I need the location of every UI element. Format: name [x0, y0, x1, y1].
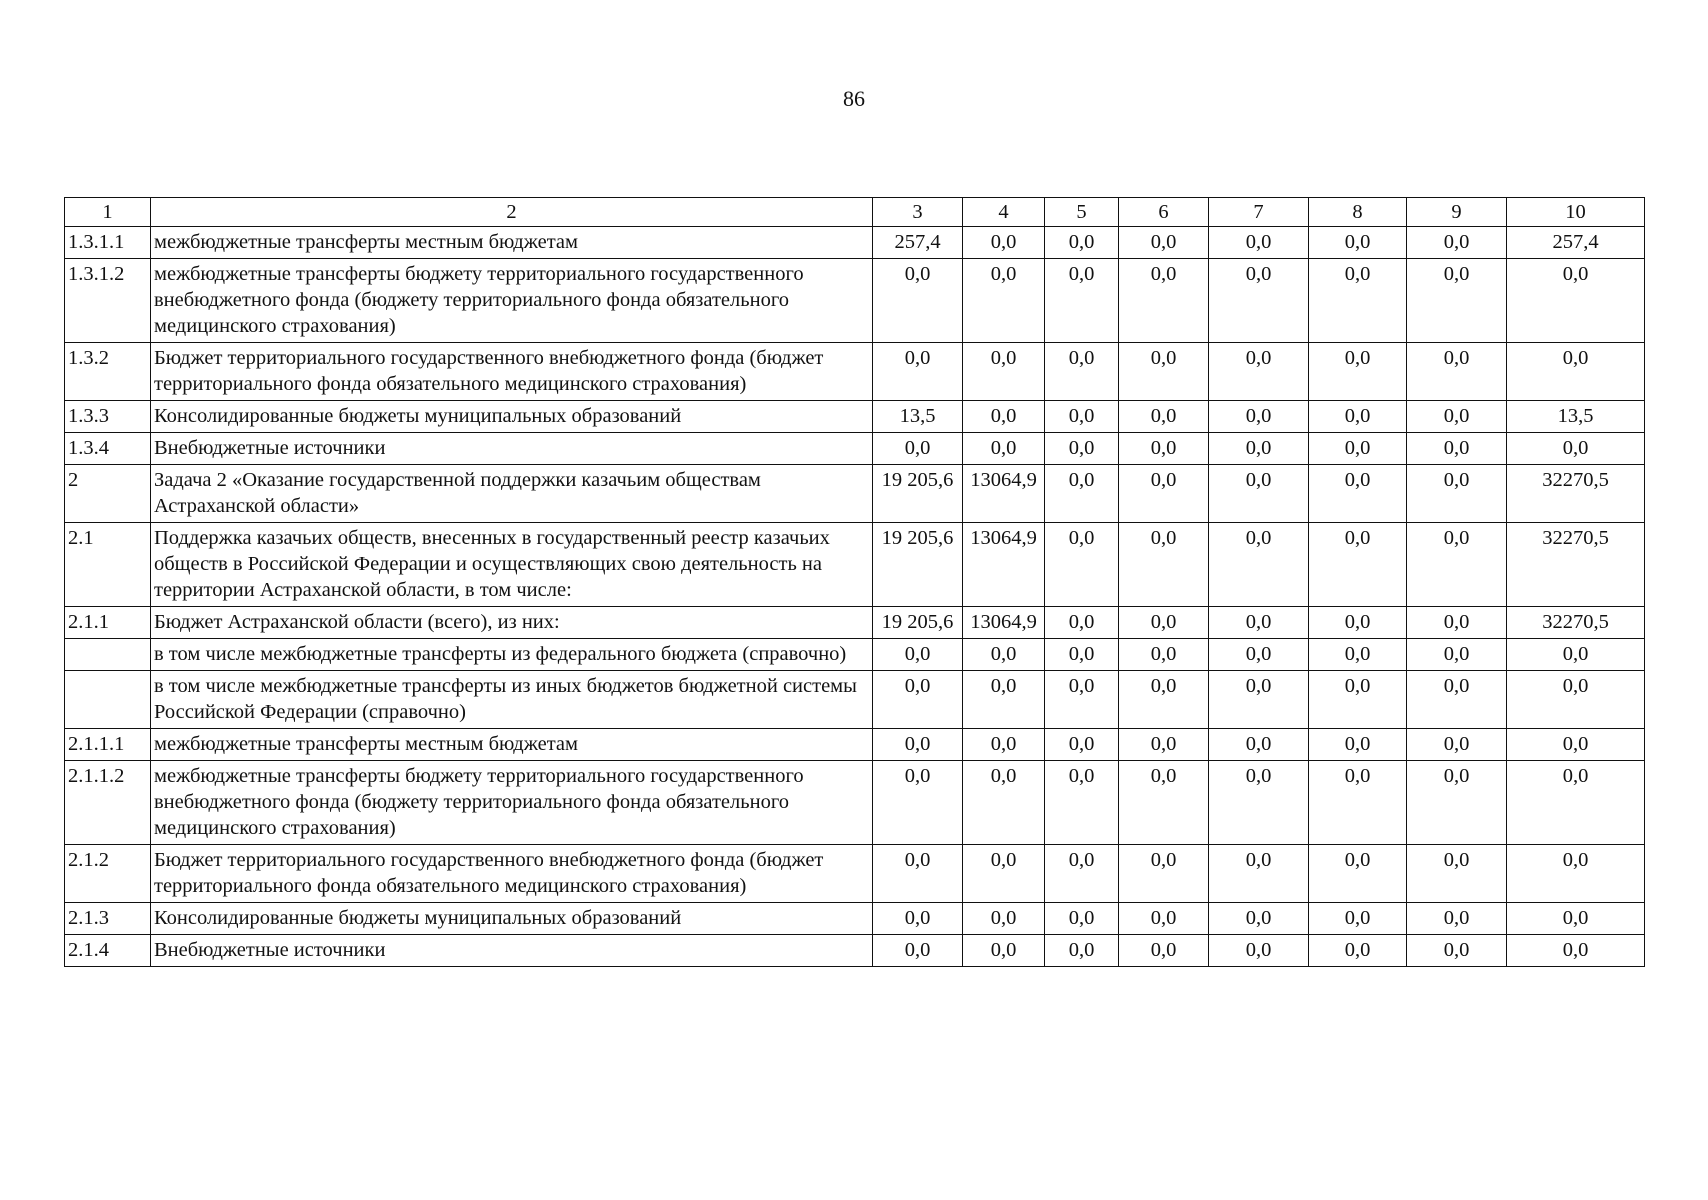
row-code: 1.3.3	[65, 401, 151, 433]
row-name: Бюджет Астраханской области (всего), из них:	[151, 607, 873, 639]
value-col-4: 13064,9	[963, 465, 1045, 523]
table-row	[65, 401, 1645, 433]
value-col-6: 0,0	[1119, 401, 1209, 433]
row-name: Консолидированные бюджеты муниципальных образований	[151, 903, 873, 935]
value-col-5: 0,0	[1045, 845, 1119, 903]
row-name: Бюджет территориального государственного внебюджетного фонда (бюджет территориального фонда обязательного медицинского страхования)	[151, 343, 873, 401]
value-col-4: 0,0	[963, 227, 1045, 259]
table-row	[65, 433, 1645, 465]
value-col-8: 0,0	[1309, 903, 1407, 935]
row-code	[65, 671, 151, 729]
value-col-9: 0,0	[1407, 523, 1507, 607]
column-number-8: 8	[1309, 198, 1407, 227]
value-col-5: 0,0	[1045, 761, 1119, 845]
value-col-3: 0,0	[873, 729, 963, 761]
row-name: межбюджетные трансферты местным бюджетам	[151, 729, 873, 761]
value-col-8: 0,0	[1309, 935, 1407, 967]
value-col-3: 0,0	[873, 845, 963, 903]
row-code: 1.3.1.1	[65, 227, 151, 259]
value-col-7: 0,0	[1209, 845, 1309, 903]
value-col-4: 0,0	[963, 729, 1045, 761]
row-name: Внебюджетные источники	[151, 935, 873, 967]
value-col-10: 0,0	[1507, 343, 1645, 401]
column-number-9: 9	[1407, 198, 1507, 227]
value-col-4: 13064,9	[963, 607, 1045, 639]
value-col-6: 0,0	[1119, 729, 1209, 761]
column-number-2: 2	[151, 198, 873, 227]
value-col-6: 0,0	[1119, 761, 1209, 845]
column-number-10: 10	[1507, 198, 1645, 227]
value-col-6: 0,0	[1119, 639, 1209, 671]
value-col-6: 0,0	[1119, 845, 1209, 903]
value-col-3: 19 205,6	[873, 465, 963, 523]
budget-table-wrapper	[64, 197, 1645, 967]
value-col-9: 0,0	[1407, 845, 1507, 903]
value-col-10: 32270,5	[1507, 523, 1645, 607]
value-col-10: 0,0	[1507, 639, 1645, 671]
value-col-10: 32270,5	[1507, 607, 1645, 639]
value-col-7: 0,0	[1209, 343, 1309, 401]
value-col-4: 0,0	[963, 401, 1045, 433]
value-col-9: 0,0	[1407, 761, 1507, 845]
value-col-8: 0,0	[1309, 259, 1407, 343]
value-col-10: 0,0	[1507, 671, 1645, 729]
value-col-9: 0,0	[1407, 433, 1507, 465]
value-col-6: 0,0	[1119, 671, 1209, 729]
column-number-5: 5	[1045, 198, 1119, 227]
value-col-7: 0,0	[1209, 465, 1309, 523]
value-col-3: 0,0	[873, 639, 963, 671]
row-code	[65, 639, 151, 671]
value-col-10: 13,5	[1507, 401, 1645, 433]
value-col-5: 0,0	[1045, 671, 1119, 729]
value-col-8: 0,0	[1309, 639, 1407, 671]
table-row	[65, 845, 1645, 903]
value-col-9: 0,0	[1407, 607, 1507, 639]
value-col-4: 0,0	[963, 433, 1045, 465]
budget-table	[64, 197, 1645, 967]
value-col-9: 0,0	[1407, 227, 1507, 259]
row-name: в том числе межбюджетные трансферты из федерального бюджета (справочно)	[151, 639, 873, 671]
value-col-8: 0,0	[1309, 671, 1407, 729]
value-col-3: 0,0	[873, 433, 963, 465]
value-col-9: 0,0	[1407, 401, 1507, 433]
value-col-5: 0,0	[1045, 639, 1119, 671]
page-number: 86	[843, 86, 865, 111]
table-row	[65, 259, 1645, 343]
value-col-9: 0,0	[1407, 343, 1507, 401]
value-col-8: 0,0	[1309, 465, 1407, 523]
table-header-row	[65, 198, 1645, 227]
value-col-9: 0,0	[1407, 465, 1507, 523]
value-col-10: 0,0	[1507, 729, 1645, 761]
value-col-6: 0,0	[1119, 465, 1209, 523]
value-col-3: 19 205,6	[873, 607, 963, 639]
row-name: Консолидированные бюджеты муниципальных образований	[151, 401, 873, 433]
value-col-8: 0,0	[1309, 227, 1407, 259]
value-col-5: 0,0	[1045, 903, 1119, 935]
column-number-6: 6	[1119, 198, 1209, 227]
row-code: 2.1	[65, 523, 151, 607]
value-col-8: 0,0	[1309, 343, 1407, 401]
value-col-5: 0,0	[1045, 401, 1119, 433]
value-col-8: 0,0	[1309, 761, 1407, 845]
value-col-6: 0,0	[1119, 259, 1209, 343]
value-col-8: 0,0	[1309, 729, 1407, 761]
row-name: Бюджет территориального государственного внебюджетного фонда (бюджет территориального фонда обязательного медицинского страхования)	[151, 845, 873, 903]
value-col-5: 0,0	[1045, 935, 1119, 967]
row-code: 1.3.4	[65, 433, 151, 465]
value-col-5: 0,0	[1045, 259, 1119, 343]
table-row	[65, 227, 1645, 259]
row-name: межбюджетные трансферты бюджету территориального государственного внебюджетного фонда (бюджету территориального фонда обязательного медицинского страхования)	[151, 761, 873, 845]
value-col-8: 0,0	[1309, 523, 1407, 607]
table-row	[65, 639, 1645, 671]
value-col-4: 0,0	[963, 903, 1045, 935]
value-col-10: 0,0	[1507, 761, 1645, 845]
value-col-7: 0,0	[1209, 671, 1309, 729]
value-col-10: 32270,5	[1507, 465, 1645, 523]
row-code: 2.1.2	[65, 845, 151, 903]
value-col-3: 0,0	[873, 259, 963, 343]
value-col-9: 0,0	[1407, 903, 1507, 935]
value-col-10: 257,4	[1507, 227, 1645, 259]
value-col-6: 0,0	[1119, 433, 1209, 465]
value-col-7: 0,0	[1209, 259, 1309, 343]
column-number-4: 4	[963, 198, 1045, 227]
value-col-7: 0,0	[1209, 607, 1309, 639]
value-col-5: 0,0	[1045, 523, 1119, 607]
table-row	[65, 607, 1645, 639]
column-number-7: 7	[1209, 198, 1309, 227]
value-col-8: 0,0	[1309, 401, 1407, 433]
table-row	[65, 729, 1645, 761]
value-col-5: 0,0	[1045, 227, 1119, 259]
value-col-3: 0,0	[873, 343, 963, 401]
table-row	[65, 671, 1645, 729]
value-col-7: 0,0	[1209, 639, 1309, 671]
row-name: Задача 2 «Оказание государственной поддержки казачьим обществам Астраханской области»	[151, 465, 873, 523]
value-col-10: 0,0	[1507, 259, 1645, 343]
value-col-6: 0,0	[1119, 607, 1209, 639]
table-row	[65, 523, 1645, 607]
table-row	[65, 935, 1645, 967]
row-code: 2.1.4	[65, 935, 151, 967]
table-row	[65, 465, 1645, 523]
value-col-10: 0,0	[1507, 935, 1645, 967]
value-col-6: 0,0	[1119, 903, 1209, 935]
row-name: Внебюджетные источники	[151, 433, 873, 465]
value-col-7: 0,0	[1209, 433, 1309, 465]
value-col-4: 0,0	[963, 639, 1045, 671]
value-col-8: 0,0	[1309, 433, 1407, 465]
row-code: 2.1.1.1	[65, 729, 151, 761]
value-col-4: 0,0	[963, 343, 1045, 401]
value-col-4: 0,0	[963, 259, 1045, 343]
value-col-7: 0,0	[1209, 935, 1309, 967]
value-col-4: 0,0	[963, 671, 1045, 729]
value-col-5: 0,0	[1045, 343, 1119, 401]
row-name: межбюджетные трансферты бюджету территориального государственного внебюджетного фонда (бюджету территориального фонда обязательного медицинского страхования)	[151, 259, 873, 343]
value-col-6: 0,0	[1119, 523, 1209, 607]
value-col-9: 0,0	[1407, 671, 1507, 729]
value-col-7: 0,0	[1209, 729, 1309, 761]
row-name: межбюджетные трансферты местным бюджетам	[151, 227, 873, 259]
table-row	[65, 761, 1645, 845]
value-col-9: 0,0	[1407, 935, 1507, 967]
row-name: в том числе межбюджетные трансферты из иных бюджетов бюджетной системы Российской Федерации (справочно)	[151, 671, 873, 729]
value-col-7: 0,0	[1209, 227, 1309, 259]
value-col-5: 0,0	[1045, 729, 1119, 761]
value-col-3: 0,0	[873, 935, 963, 967]
value-col-8: 0,0	[1309, 607, 1407, 639]
value-col-8: 0,0	[1309, 845, 1407, 903]
value-col-7: 0,0	[1209, 903, 1309, 935]
row-code: 2.1.1.2	[65, 761, 151, 845]
row-code: 2.1.3	[65, 903, 151, 935]
column-number-3: 3	[873, 198, 963, 227]
value-col-7: 0,0	[1209, 523, 1309, 607]
row-code: 1.3.1.2	[65, 259, 151, 343]
value-col-5: 0,0	[1045, 607, 1119, 639]
row-code: 1.3.2	[65, 343, 151, 401]
value-col-10: 0,0	[1507, 903, 1645, 935]
value-col-3: 257,4	[873, 227, 963, 259]
value-col-3: 19 205,6	[873, 523, 963, 607]
value-col-9: 0,0	[1407, 729, 1507, 761]
value-col-6: 0,0	[1119, 227, 1209, 259]
value-col-7: 0,0	[1209, 401, 1309, 433]
value-col-3: 0,0	[873, 903, 963, 935]
value-col-9: 0,0	[1407, 639, 1507, 671]
value-col-3: 0,0	[873, 761, 963, 845]
value-col-4: 0,0	[963, 845, 1045, 903]
value-col-10: 0,0	[1507, 845, 1645, 903]
value-col-10: 0,0	[1507, 433, 1645, 465]
value-col-5: 0,0	[1045, 465, 1119, 523]
value-col-3: 0,0	[873, 671, 963, 729]
row-code: 2	[65, 465, 151, 523]
value-col-4: 0,0	[963, 761, 1045, 845]
value-col-3: 13,5	[873, 401, 963, 433]
value-col-4: 0,0	[963, 935, 1045, 967]
value-col-7: 0,0	[1209, 761, 1309, 845]
value-col-4: 13064,9	[963, 523, 1045, 607]
value-col-6: 0,0	[1119, 343, 1209, 401]
value-col-5: 0,0	[1045, 433, 1119, 465]
value-col-9: 0,0	[1407, 259, 1507, 343]
value-col-6: 0,0	[1119, 935, 1209, 967]
table-row	[65, 343, 1645, 401]
row-code: 2.1.1	[65, 607, 151, 639]
table-row	[65, 903, 1645, 935]
row-name: Поддержка казачьих обществ, внесенных в государственный реестр казачьих обществ в Российской Федерации и осуществляющих свою деятельность на территории Астраханской области, в том числе:	[151, 523, 873, 607]
column-number-1: 1	[65, 198, 151, 227]
